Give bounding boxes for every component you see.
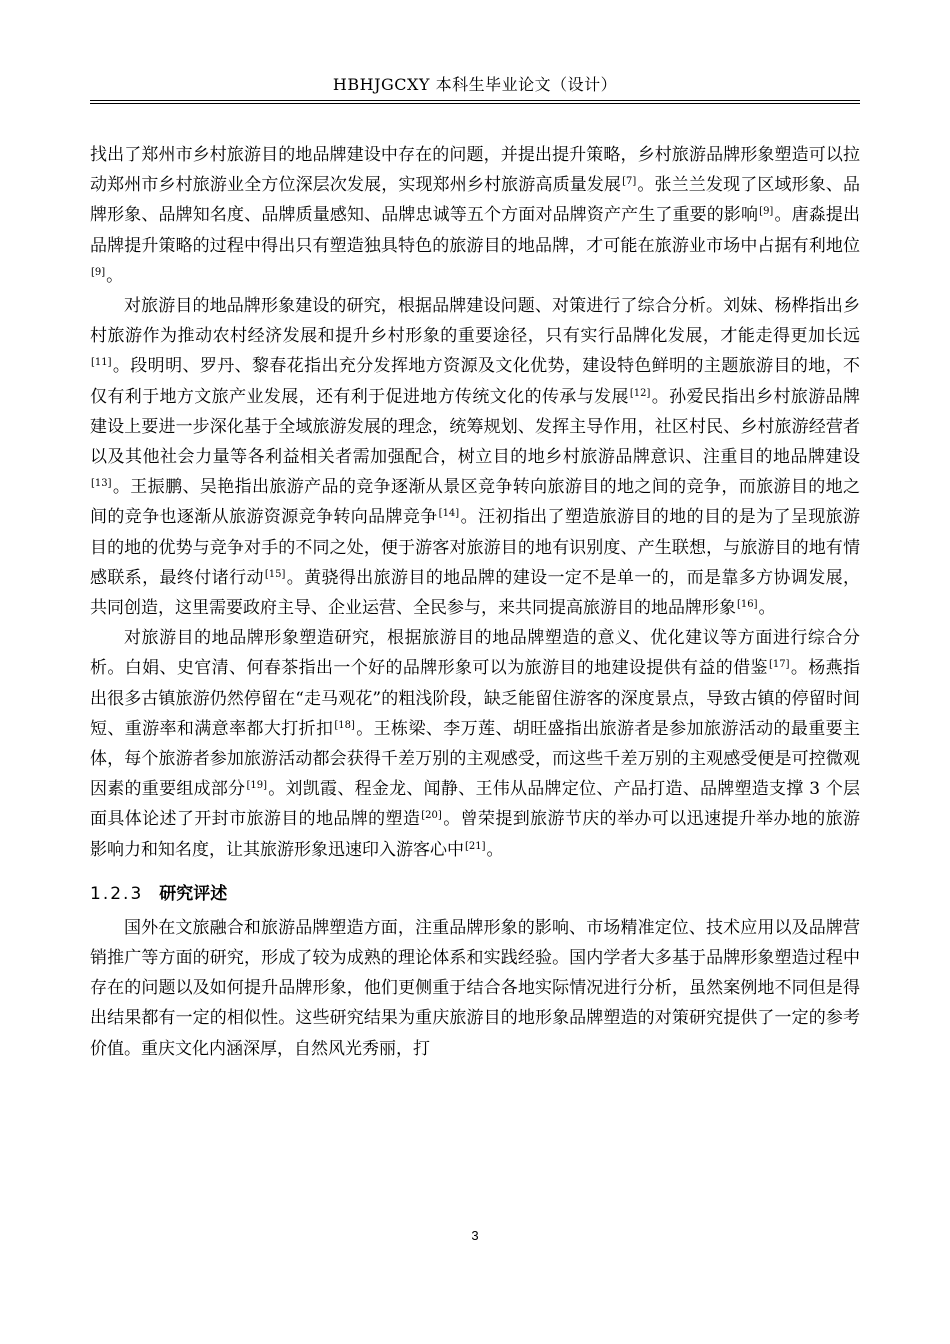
citation-marker: [21] (465, 840, 486, 852)
text-run: 。杨燕指出很多古镇旅游仍然停留在“走马观花”的粗浅阶段，缺乏能留住游客的深度景点，导致古镇的停留时间短、重游率和满意率都大打折扣 (90, 658, 861, 739)
citation-marker: [12] (629, 387, 651, 399)
text-run: 对旅游目的地品牌形象塑造研究，根据旅游目的地品牌塑造的意义、优化建议等方面进行综合分析。白娟、史官清、何春茶指出一个好的品牌形象可以为旅游目的地建设提供有益的借鉴 (90, 628, 860, 679)
text-run: 找出了郑州市乡村旅游目的地品牌建设中存在的问题，并提出提升策略，乡村旅游品牌形象塑造可以拉动郑州市乡村旅游业全方位深层次发展，实现郑州乡村旅游高质量发展 (90, 145, 860, 196)
citation-marker: [11] (91, 357, 112, 369)
text-run: 。黄骁得出旅游目的地品牌的建设一定不是单一的，而是靠多方协调发展，共同创造，这里需要政府主导、企业运营、全民参与，来共同提高旅游目的地品牌形象 (90, 567, 861, 619)
text-run: 。孙爱民指出乡村旅游品牌建设上要进一步深化基于全域旅游发展的理念，统筹规划、发挥主导作用，社区村民、乡村旅游经营者以及其他社会力量等各利益相关者需加强配合，树立目的地乡村旅游品牌意识、注重目的地品牌建设 (90, 386, 861, 468)
citation-marker: [9] (759, 206, 774, 218)
section-heading (90, 881, 860, 907)
citation-marker: [9] (91, 266, 106, 278)
citation-marker: [19] (246, 780, 267, 792)
citation-marker: [14] (438, 508, 460, 520)
text-run: 。段明明、罗丹、黎春花指出充分发挥地方资源及文化优势，建设特色鲜明的主题旅游目的地，不仅有利于地方文旅产业发展，还有利于促进地方传统文化的传承与发展 (90, 356, 860, 407)
page-number: 3 (471, 1228, 479, 1243)
text-run: 。曾荣提到旅游节庆的举办可以迅速提升举办地的旅游影响力和知名度，让其旅游形象迅速印入游客心中 (90, 809, 861, 860)
text-run: 。刘凯霞、程金龙、闻静、王伟从品牌定位、产品打造、品牌塑造支撑 3 个层面具体论述了开封市旅游目的地品牌的塑造 (90, 779, 861, 830)
citation-marker: [15] (264, 568, 286, 580)
citation-marker: [13] (91, 478, 112, 490)
citation-marker: [16] (737, 599, 758, 611)
citation-marker: [20] (421, 810, 442, 822)
citation-marker: [17] (768, 659, 790, 671)
header-rule-thick (90, 100, 860, 101)
text-run: 。 (758, 598, 776, 619)
text-run: 。 (486, 839, 504, 860)
header-rule-thin (90, 103, 860, 104)
section-number: 1.2.3 (90, 883, 144, 904)
text-run: 。王栋梁、李万莲、胡旺盛指出旅游者是参加旅游活动的最重要主体，每个旅游者参加旅游活动都会获得千差万别的主观感受，而这些千差万别的主观感受便是可控微观因素的重要组成部分 (90, 718, 861, 800)
paragraph (90, 623, 860, 865)
text-run: 。汪初指出了塑造旅游目的地的目的是为了呈现旅游目的地的优势与竞争对手的不同之处，便于游客对旅游目的地有识别度、产生联想，与旅游目的地有情感联系，最终付诸行动 (90, 507, 861, 588)
text-run: 。王振鹏、吴艳指出旅游产品的竞争逐渐从景区竞争转向旅游目的地之间的竞争，而旅游目的地之间的竞争也逐渐从旅游资源竞争转向品牌竞争 (90, 477, 860, 528)
page-header: HBHJGCXY 本科生毕业论文（设计） (332, 75, 618, 94)
paragraph (90, 140, 860, 291)
paragraph (90, 291, 860, 623)
text-run: 对旅游目的地品牌形象建设的研究，根据品牌建设问题、对策进行了综合分析。刘妹、杨桦指出乡村旅游作为推动农村经济发展和提升乡村形象的重要途径，只有实行品牌化发展，才能走得更加长远 (90, 296, 860, 347)
text-run: 。 (106, 265, 124, 286)
citation-marker: [18] (334, 719, 355, 731)
text-run: 。唐淼提出品牌提升策略的过程中得出只有塑造独具特色的旅游目的地品牌，才可能在旅游业市场中占据有利地位 (90, 205, 861, 256)
review-paragraph: 国外在文旅融合和旅游品牌塑造方面，注重品牌形象的影响、市场精准定位、技术应用以及品牌营销推广等方面的研究，形成了较为成熟的理论体系和实践经验。国内学者大多基于品牌形象塑造过程中存在的问题以及如何提升品牌形象，他们更侧重于结合各地实际情况进行分析，虽然案例地不同但是得出结果都有一定的相似性。这些研究结果为重庆旅游目的地形象品牌塑造的对策研究提供了一定的参考价值。重庆文化内涵深厚，自然风光秀丽，打 (90, 917, 860, 1059)
page-body (90, 140, 860, 1064)
text-run: 。张兰兰发现了区域形象、品牌形象、品牌知名度、品牌质量感知、品牌忠诚等五个方面对品牌资产产生了重要的影响 (90, 175, 861, 226)
section-title: 研究评述 (159, 883, 228, 904)
citation-marker: [7] (622, 176, 637, 188)
